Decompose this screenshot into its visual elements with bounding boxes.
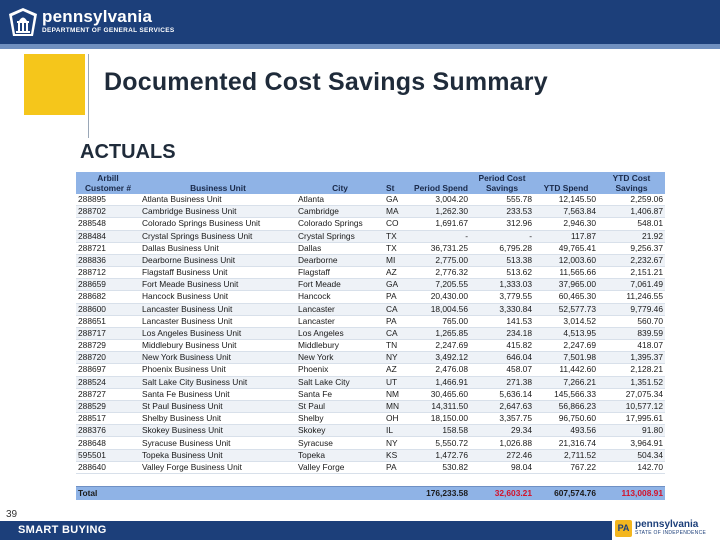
footer-logo-name: pennsylvania [635,519,699,530]
cell-ytd-savings: 504.34 [598,449,665,461]
table-row [76,388,665,400]
cell-state: UT [384,376,406,388]
cell-ytd-savings: 9,256.37 [598,242,665,254]
cell-ytd-spend: 7,501.98 [534,352,598,364]
cell-customer: 288484 [76,230,140,242]
cell-business-unit: Cambridge Business Unit [140,206,296,218]
cell-city: Salt Lake City [296,376,384,388]
total-ytd-spend: 607,574.76 [534,486,598,500]
total-period-savings: 32,603.21 [470,486,534,500]
header-ytd-savings [598,172,665,194]
cell-period-spend: 765.00 [406,315,470,327]
savings-table [76,172,665,500]
table-row [76,254,665,266]
cell-city: Dearborne [296,254,384,266]
cell-customer: 288702 [76,206,140,218]
cell-customer: 288712 [76,267,140,279]
cell-period-spend: 5,550.72 [406,437,470,449]
cell-period-savings: 513.38 [470,254,534,266]
total-empty-2 [296,486,384,500]
cell-state: MA [384,206,406,218]
cell-state: PA [384,315,406,327]
cell-business-unit: Valley Forge Business Unit [140,461,296,473]
cell-state: NM [384,388,406,400]
total-ytd-savings: 113,008.91 [598,486,665,500]
cell-ytd-savings: 839.59 [598,327,665,339]
cell-ytd-savings: 11,246.55 [598,291,665,303]
cell-ytd-spend: 3,014.52 [534,315,598,327]
cell-ytd-savings: 1,395.37 [598,352,665,364]
table-row [76,230,665,242]
cell-business-unit: Dallas Business Unit [140,242,296,254]
cell-business-unit: Middlebury Business Unit [140,340,296,352]
cell-period-savings: 141.53 [470,315,534,327]
section-title: ACTUALS [80,141,176,163]
cell-customer: 288729 [76,340,140,352]
cell-period-spend: 530.82 [406,461,470,473]
cell-period-savings: 6,795.28 [470,242,534,254]
cell-city: Cambridge [296,206,384,218]
cell-business-unit: Syracuse Business Unit [140,437,296,449]
cell-ytd-spend: 11,442.60 [534,364,598,376]
table-row [76,242,665,254]
cell-business-unit: Santa Fe Business Unit [140,388,296,400]
footer-logo [612,517,720,540]
cell-period-spend: 36,731.25 [406,242,470,254]
header-business-unit: Business Unit [140,172,296,194]
header-period-savings-line1: Period Cost [478,173,526,183]
cell-city: St Paul [296,400,384,412]
cell-city: Syracuse [296,437,384,449]
cell-business-unit: Flagstaff Business Unit [140,267,296,279]
total-period-spend: 176,233.58 [406,486,470,500]
cell-business-unit: New York Business Unit [140,352,296,364]
cell-customer: 288697 [76,364,140,376]
table-row [76,267,665,279]
header-state: St [384,172,406,194]
cell-business-unit: Topeka Business Unit [140,449,296,461]
cell-customer: 288836 [76,254,140,266]
total-empty-3 [384,486,406,500]
cell-customer: 288727 [76,388,140,400]
cell-customer: 288517 [76,413,140,425]
cell-period-savings: 555.78 [470,194,534,206]
cell-business-unit: Fort Meade Business Unit [140,279,296,291]
cell-customer: 288895 [76,194,140,206]
cell-period-savings: 3,357.75 [470,413,534,425]
cell-state: MI [384,254,406,266]
cell-state: AZ [384,364,406,376]
total-row [76,486,665,500]
cell-ytd-spend: 96,750.60 [534,413,598,425]
cell-period-savings: - [470,230,534,242]
cell-period-spend: 1,472.76 [406,449,470,461]
cell-state: PA [384,461,406,473]
cell-city: Valley Forge [296,461,384,473]
cell-state: CA [384,303,406,315]
cell-state: CA [384,327,406,339]
cell-period-savings: 1,333.03 [470,279,534,291]
total-empty-1 [140,486,296,500]
cell-business-unit: Hancock Business Unit [140,291,296,303]
cell-state: OH [384,413,406,425]
table-row [76,352,665,364]
capitol-keystone-icon [8,7,38,37]
cell-city: Lancaster [296,303,384,315]
cell-ytd-savings: 548.01 [598,218,665,230]
total-label: Total [76,486,140,500]
cell-state: KS [384,449,406,461]
cell-ytd-spend: 37,965.00 [534,279,598,291]
cell-ytd-spend: 767.22 [534,461,598,473]
cell-period-spend: - [406,230,470,242]
cell-city: Colorado Springs [296,218,384,230]
cell-city: Crystal Springs [296,230,384,242]
cell-ytd-savings: 142.70 [598,461,665,473]
table-row [76,303,665,315]
table-row [76,291,665,303]
cell-ytd-savings: 2,232.67 [598,254,665,266]
cell-ytd-savings: 560.70 [598,315,665,327]
cell-city: Flagstaff [296,267,384,279]
table-row [76,376,665,388]
cell-business-unit: Dearborne Business Unit [140,254,296,266]
cell-state: PA [384,291,406,303]
cell-ytd-savings: 10,577.12 [598,400,665,412]
cell-period-spend: 158.58 [406,425,470,437]
cell-business-unit: St Paul Business Unit [140,400,296,412]
cell-ytd-savings: 1,406.87 [598,206,665,218]
cell-ytd-savings: 7,061.49 [598,279,665,291]
cell-period-spend: 18,004.56 [406,303,470,315]
cell-period-savings: 2,647.63 [470,400,534,412]
pa-badge-icon: PA [615,520,632,537]
cell-period-spend: 1,262.30 [406,206,470,218]
cell-period-savings: 3,779.55 [470,291,534,303]
cell-ytd-spend: 145,566.33 [534,388,598,400]
accent-block [24,54,85,115]
cell-business-unit: Lancaster Business Unit [140,315,296,327]
cell-ytd-spend: 2,946.30 [534,218,598,230]
cell-ytd-spend: 52,577.73 [534,303,598,315]
table-row [76,449,665,461]
header-customer [76,172,140,194]
cell-period-spend: 18,150.00 [406,413,470,425]
cell-city: Fort Meade [296,279,384,291]
cell-period-savings: 29.34 [470,425,534,437]
cell-state: CO [384,218,406,230]
cell-period-savings: 5,636.14 [470,388,534,400]
header-logo [42,8,175,35]
cell-business-unit: Shelby Business Unit [140,413,296,425]
table-row [76,194,665,206]
header-ytd-savings-line1: YTD Cost [612,173,651,183]
cell-city: Middlebury [296,340,384,352]
table-body [76,194,665,473]
cell-ytd-spend: 12,145.50 [534,194,598,206]
cell-ytd-spend: 2,247.69 [534,340,598,352]
cell-customer: 288717 [76,327,140,339]
header-divider [0,44,720,49]
cell-business-unit: Atlanta Business Unit [140,194,296,206]
cell-state: TX [384,230,406,242]
cell-ytd-spend: 21,316.74 [534,437,598,449]
cell-business-unit: Crystal Springs Business Unit [140,230,296,242]
header-ytd-savings-line2: Savings [615,183,648,193]
cell-period-savings: 513.62 [470,267,534,279]
page-title: Documented Cost Savings Summary [104,68,548,96]
cell-period-spend: 3,492.12 [406,352,470,364]
cell-period-spend: 1,265.85 [406,327,470,339]
cell-customer: 288682 [76,291,140,303]
cell-ytd-savings: 27,075.34 [598,388,665,400]
cell-city: New York [296,352,384,364]
table-header-row [76,172,665,194]
cell-city: Atlanta [296,194,384,206]
cell-ytd-spend: 11,565.66 [534,267,598,279]
logo-name: pennsylvania [42,7,153,26]
cell-period-spend: 2,247.69 [406,340,470,352]
cell-business-unit: Colorado Springs Business Unit [140,218,296,230]
cell-ytd-spend: 60,465.30 [534,291,598,303]
cell-state: NY [384,352,406,364]
cell-period-savings: 458.07 [470,364,534,376]
header-bar [0,0,720,44]
cell-ytd-savings: 91.80 [598,425,665,437]
cell-customer: 288600 [76,303,140,315]
cell-ytd-savings: 2,128.21 [598,364,665,376]
cell-state: GA [384,279,406,291]
cell-ytd-spend: 7,266.21 [534,376,598,388]
cell-ytd-savings: 2,151.21 [598,267,665,279]
header-period-savings-line2: Savings [485,183,519,193]
cell-city: Shelby [296,413,384,425]
cell-period-savings: 98.04 [470,461,534,473]
cell-ytd-spend: 7,563.84 [534,206,598,218]
cell-customer: 288659 [76,279,140,291]
cell-period-savings: 415.82 [470,340,534,352]
cell-period-savings: 312.96 [470,218,534,230]
cell-period-savings: 234.18 [470,327,534,339]
cell-state: TN [384,340,406,352]
cell-period-spend: 7,205.55 [406,279,470,291]
cell-ytd-spend: 493.56 [534,425,598,437]
cell-period-spend: 1,691.67 [406,218,470,230]
cell-period-savings: 233.53 [470,206,534,218]
cell-ytd-savings: 418.07 [598,340,665,352]
cell-period-spend: 14,311.50 [406,400,470,412]
cell-state: NY [384,437,406,449]
header-customer-line2: Customer # [84,183,132,193]
cell-city: Skokey [296,425,384,437]
header-city: City [296,172,384,194]
cell-customer: 288720 [76,352,140,364]
cell-period-savings: 1,026.88 [470,437,534,449]
cell-period-spend: 2,775.00 [406,254,470,266]
table-row [76,206,665,218]
cell-business-unit: Skokey Business Unit [140,425,296,437]
cell-ytd-spend: 49,765.41 [534,242,598,254]
cell-state: IL [384,425,406,437]
header-customer-line1: Arbill [97,173,119,183]
cell-ytd-spend: 117.87 [534,230,598,242]
table-row [76,279,665,291]
cell-ytd-spend: 4,513.95 [534,327,598,339]
table-row [76,425,665,437]
table-row [76,400,665,412]
cell-ytd-savings: 2,259.06 [598,194,665,206]
cell-period-spend: 2,476.08 [406,364,470,376]
cell-period-savings: 272.46 [470,449,534,461]
logo-subtitle: DEPARTMENT OF GENERAL SERVICES [42,27,175,34]
cell-city: Dallas [296,242,384,254]
cell-state: GA [384,194,406,206]
cell-ytd-savings: 21.92 [598,230,665,242]
footer-logo-subtitle: STATE OF INDEPENDENCE [635,530,707,536]
cell-period-savings: 3,330.84 [470,303,534,315]
header-period-spend: Period Spend [406,172,470,194]
cell-period-savings: 646.04 [470,352,534,364]
cell-business-unit: Lancaster Business Unit [140,303,296,315]
table-row [76,315,665,327]
header-ytd-spend: YTD Spend [534,172,598,194]
cell-city: Hancock [296,291,384,303]
table-row [76,413,665,425]
cell-period-spend: 30,465.60 [406,388,470,400]
page-number: 39 [6,509,18,520]
cell-state: AZ [384,267,406,279]
program-name: SMART BUYING [18,524,107,536]
cell-state: TX [384,242,406,254]
cell-business-unit: Salt Lake City Business Unit [140,376,296,388]
table-row [76,327,665,339]
cell-period-spend: 3,004.20 [406,194,470,206]
cell-customer: 288529 [76,400,140,412]
cell-city: Topeka [296,449,384,461]
cell-customer: 288548 [76,218,140,230]
table-row [76,218,665,230]
cell-ytd-spend: 56,866.23 [534,400,598,412]
cell-period-spend: 2,776.32 [406,267,470,279]
table-row [76,340,665,352]
table-row [76,461,665,473]
cell-period-spend: 20,430.00 [406,291,470,303]
cell-period-spend: 1,466.91 [406,376,470,388]
cell-ytd-savings: 17,995.61 [598,413,665,425]
cell-business-unit: Phoenix Business Unit [140,364,296,376]
table-row [76,437,665,449]
header-period-savings [470,172,534,194]
cell-city: Santa Fe [296,388,384,400]
cell-customer: 288524 [76,376,140,388]
cell-customer: 288640 [76,461,140,473]
cell-ytd-savings: 3,964.91 [598,437,665,449]
cell-state: MN [384,400,406,412]
table-row [76,364,665,376]
cell-city: Lancaster [296,315,384,327]
cell-business-unit: Los Angeles Business Unit [140,327,296,339]
cell-customer: 595501 [76,449,140,461]
cell-ytd-savings: 1,351.52 [598,376,665,388]
cell-customer: 288376 [76,425,140,437]
cell-period-savings: 271.38 [470,376,534,388]
cell-customer: 288651 [76,315,140,327]
cell-city: Phoenix [296,364,384,376]
table-spacer [76,473,665,486]
cell-customer: 288648 [76,437,140,449]
cell-city: Los Angeles [296,327,384,339]
title-divider [88,54,89,138]
cell-ytd-spend: 12,003.60 [534,254,598,266]
cell-ytd-spend: 2,711.52 [534,449,598,461]
cell-ytd-savings: 9,779.46 [598,303,665,315]
cell-customer: 288721 [76,242,140,254]
